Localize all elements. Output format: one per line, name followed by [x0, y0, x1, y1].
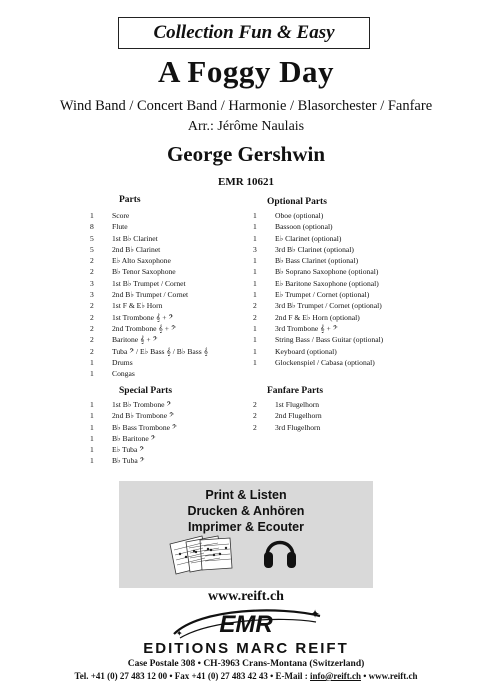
part-quantity: 1 [90, 422, 94, 432]
part-quantity: 3 [90, 290, 94, 300]
part-quantity: 1 [253, 335, 257, 345]
part-quantity: 2 [253, 312, 257, 322]
part-name: 1st F & E♭ Horn [112, 301, 163, 311]
part-quantity: 1 [253, 323, 257, 333]
part-row [253, 210, 428, 221]
part-name: Drums [112, 357, 133, 367]
part-name: 1st B♭ Trumpet / Cornet [112, 278, 186, 288]
sheet-music-icon [168, 532, 234, 578]
fanfare-parts-list [253, 399, 428, 433]
part-name: Tuba 𝄢 / E♭ Bass 𝄞 / B♭ Bass 𝄞 [112, 346, 209, 356]
part-row [90, 455, 250, 466]
part-quantity: 8 [90, 222, 94, 232]
part-name: E♭ Tuba 𝄢 [112, 445, 145, 455]
part-quantity: 1 [253, 222, 257, 232]
part-quantity: 1 [90, 411, 94, 421]
part-quantity: 1 [90, 433, 94, 443]
optional-parts-list [253, 210, 428, 368]
emr-logo [160, 604, 332, 642]
part-row [90, 221, 250, 232]
svg-text:✦: ✦ [176, 629, 183, 638]
part-row [253, 255, 428, 266]
part-row [253, 266, 428, 277]
part-name: 2nd F & E♭ Horn (optional) [275, 312, 360, 322]
part-row [90, 233, 250, 244]
special-parts-list [90, 399, 250, 467]
part-row [90, 433, 250, 444]
part-row [90, 210, 250, 221]
part-row [90, 278, 250, 289]
part-row [90, 323, 250, 334]
part-row [90, 346, 250, 357]
part-row [90, 357, 250, 368]
part-quantity: 1 [90, 357, 94, 367]
part-name: 2nd B♭ Clarinet [112, 244, 161, 254]
piece-title: A Foggy Day [158, 54, 334, 89]
part-quantity: 1 [253, 290, 257, 300]
part-row [253, 233, 428, 244]
part-name: E♭ Clarinet (optional) [275, 233, 342, 243]
publisher-name: EDITIONS MARC REIFT [143, 640, 349, 657]
part-quantity: 1 [253, 211, 257, 220]
part-name: 1st B♭ Trombone 𝄢 [112, 400, 172, 409]
promo-line-2: Drucken & Anhören [187, 504, 305, 518]
part-row [90, 399, 250, 410]
part-quantity: 2 [90, 312, 94, 322]
part-name: String Bass / Bass Guitar (optional) [275, 335, 384, 345]
part-quantity: 1 [90, 456, 94, 466]
part-quantity: 2 [90, 323, 94, 333]
part-name: B♭ Bass Clarinet (optional) [275, 256, 359, 266]
part-row [90, 255, 250, 266]
part-name: Congas [112, 369, 135, 379]
contact-web: • www.reift.ch [360, 671, 418, 681]
part-name: E♭ Baritone Saxophone (optional) [275, 278, 379, 288]
part-quantity: 1 [90, 211, 94, 220]
part-row [90, 368, 250, 379]
part-name: 1st Trombone 𝄞 + 𝄢 [112, 312, 174, 322]
part-row [90, 300, 250, 311]
part-row [90, 289, 250, 300]
optional-parts-heading: Optional Parts [267, 197, 327, 207]
part-quantity: 5 [90, 233, 94, 243]
part-row [253, 300, 428, 311]
part-row [90, 410, 250, 421]
composer: George Gershwin [166, 142, 326, 166]
part-name: Bassoon (optional) [275, 222, 333, 232]
part-name: Keyboard (optional) [275, 346, 337, 356]
part-quantity: 2 [90, 301, 94, 311]
part-row [90, 334, 250, 345]
part-quantity: 1 [253, 278, 257, 288]
parts-heading: Parts [119, 195, 141, 205]
part-quantity: 1 [253, 357, 257, 367]
series-title-box [118, 17, 370, 49]
part-row [253, 278, 428, 289]
part-row [253, 334, 428, 345]
part-name: B♭ Tenor Saxophone [112, 267, 176, 277]
part-quantity: 2 [253, 422, 257, 432]
part-quantity: 2 [90, 346, 94, 356]
part-quantity: 2 [90, 267, 94, 277]
part-row [253, 346, 428, 357]
part-name: 3rd B♭ Trumpet / Cornet (optional) [275, 301, 382, 311]
part-name: 2nd B♭ Trombone 𝄢 [112, 411, 174, 421]
part-name: 1st B♭ Clarinet [112, 233, 158, 243]
logo-text: EMR [219, 611, 273, 638]
headphones-icon [262, 530, 298, 572]
part-row [90, 266, 250, 277]
part-name: Score [112, 211, 130, 220]
publisher-contact [0, 671, 492, 681]
part-name: 3rd Trombone 𝄞 + 𝄢 [275, 323, 338, 333]
part-name: 3rd B♭ Clarinet (optional) [275, 244, 354, 254]
part-quantity: 1 [253, 256, 257, 266]
part-row [253, 289, 428, 300]
part-name: Flute [112, 222, 128, 232]
part-name: Oboe (optional) [275, 211, 324, 220]
part-name: Glockenspiel / Cabasa (optional) [275, 357, 375, 367]
part-name: 2nd B♭ Trumpet / Cornet [112, 290, 189, 300]
part-row [90, 444, 250, 455]
part-quantity: 1 [253, 233, 257, 243]
part-name: B♭ Baritone 𝄢 [112, 433, 156, 443]
part-row [253, 323, 428, 334]
part-row [253, 410, 428, 421]
part-quantity: 2 [253, 301, 257, 311]
part-row [90, 312, 250, 323]
part-quantity: 1 [253, 267, 257, 277]
part-quantity: 3 [90, 278, 94, 288]
part-name: 2nd Flugelhorn [275, 411, 322, 421]
part-quantity: 1 [253, 346, 257, 356]
part-name: E♭ Alto Saxophone [112, 256, 171, 266]
series-title: Collection Fun & Easy [153, 22, 335, 43]
arranger: Arr.: Jérôme Naulais [187, 119, 305, 134]
part-row [90, 422, 250, 433]
fanfare-parts-heading: Fanfare Parts [267, 386, 324, 396]
special-parts-heading: Special Parts [119, 386, 173, 396]
contact-email[interactable]: info@reift.ch [310, 671, 361, 681]
contact-phone-fax: Tel. +41 (0) 27 483 12 00 • Fax +41 (0) 27 483 42 43 • E-Mail : [74, 671, 311, 681]
part-quantity: 2 [253, 400, 257, 409]
part-name: E♭ Trumpet / Cornet (optional) [275, 290, 370, 300]
instrumentation: Wind Band / Concert Band / Harmonie / Blasorchester / Fanfare [59, 98, 433, 114]
part-quantity: 2 [90, 335, 94, 345]
part-row [253, 221, 428, 232]
part-name: 1st Flugelhorn [275, 400, 320, 409]
promo-line-3: Imprimer & Ecouter [187, 520, 304, 534]
part-name: 3rd Flugelhorn [275, 422, 321, 432]
part-quantity: 5 [90, 244, 94, 254]
promo-line-1: Print & Listen [205, 488, 287, 502]
website-url[interactable]: www.reift.ch [208, 589, 284, 604]
part-row [253, 399, 428, 410]
part-quantity: 1 [90, 445, 94, 455]
part-quantity: 1 [90, 400, 94, 409]
catalog-number: EMR 10621 [218, 176, 274, 188]
part-row [253, 244, 428, 255]
parts-list [90, 210, 250, 379]
part-name: 2nd Trombone 𝄞 + 𝄢 [112, 323, 176, 333]
part-row [253, 357, 428, 368]
part-name: Baritone 𝄞 + 𝄢 [112, 335, 158, 345]
print-listen-text [119, 487, 373, 535]
part-name: B♭ Soprano Saxophone (optional) [275, 267, 379, 277]
part-quantity: 2 [253, 411, 257, 421]
part-quantity: 1 [90, 369, 94, 379]
part-row [253, 312, 428, 323]
part-row [253, 422, 428, 433]
part-row [90, 244, 250, 255]
svg-text:✦: ✦ [310, 607, 321, 621]
publisher-address: Case Postale 308 • CH-3963 Crans-Montana (Switzerland) [127, 659, 365, 669]
part-name: B♭ Bass Trombone 𝄢 [112, 422, 177, 432]
part-quantity: 2 [90, 256, 94, 266]
part-name: B♭ Tuba 𝄢 [112, 456, 145, 466]
part-quantity: 3 [253, 244, 257, 254]
